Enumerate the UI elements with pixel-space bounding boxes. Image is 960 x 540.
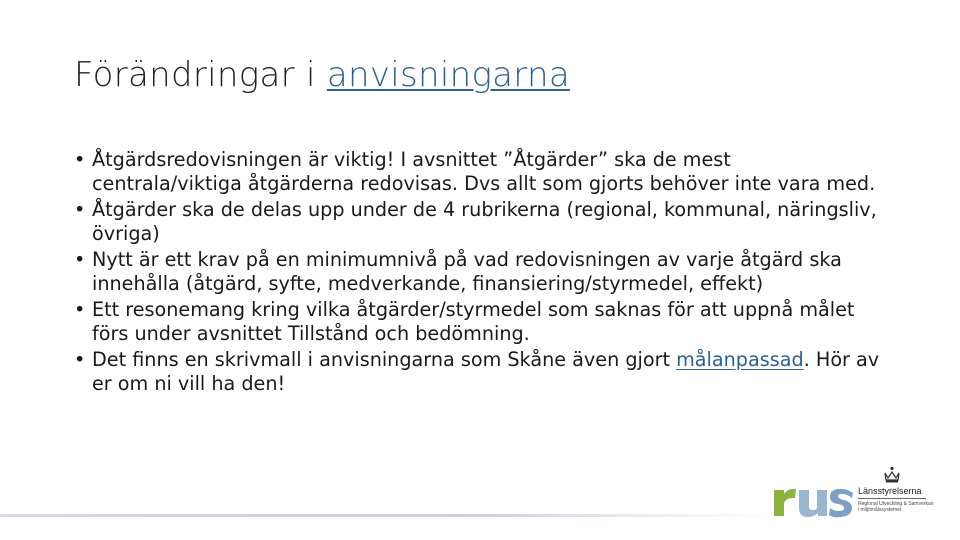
footer-divider	[0, 514, 770, 517]
bullet-item-4	[74, 298, 886, 346]
bullet-text-1: Åtgärdsredovisningen är viktig! I avsnittet ”Åtgärder” ska de mest centrala/viktiga åtgärderna redovisas. Dvs allt som gjorts behöver inte vara med.	[92, 148, 876, 195]
bullet-dot: •	[74, 248, 86, 271]
bullet-text-5-after: . Hör av er om ni vill ha den!	[92, 348, 880, 395]
logo-divider	[858, 498, 926, 499]
rus-lansstyrelserna-logo	[772, 466, 932, 522]
rus-wordmark-icon	[772, 476, 858, 518]
bullet-item-3	[74, 248, 886, 296]
bullet-text-2: Åtgärder ska de delas upp under de 4 rubrikerna (regional, kommunal, näringsliv, övriga)	[92, 198, 877, 245]
agency-subtitle-line2: i miljömålssystemet	[858, 507, 902, 513]
link-malanpassad[interactable]: målanpassad	[676, 348, 804, 371]
bullet-item-5	[74, 348, 886, 396]
agency-name: Länsstyrelserna	[858, 486, 922, 496]
bullet-item-2	[74, 198, 886, 246]
bullet-text-4: Ett resonemang kring vilka åtgärder/styrmedel som saknas för att uppnå målet förs under avsnittet Tillstånd och bedömning.	[92, 298, 855, 345]
crown-icon	[882, 466, 902, 484]
lansstyrelserna-block	[858, 466, 932, 522]
bullet-list	[74, 148, 886, 398]
agency-subtitle-line1: Regional Utveckling & Samverkan	[858, 501, 934, 507]
title-link-anvisningarna[interactable]: anvisningarna	[326, 55, 570, 95]
agency-subtitle	[858, 501, 934, 513]
bullet-dot: •	[74, 198, 86, 221]
title-text: Förändringar i	[74, 55, 327, 95]
bullet-dot: •	[74, 148, 86, 171]
slide-title	[74, 55, 570, 95]
bullet-text-5-before: Det finns en skrivmall i anvisningarna som Skåne även gjort	[92, 348, 677, 371]
bullet-dot: •	[74, 298, 86, 321]
bullet-text-3: Nytt är ett krav på en minimumnivå på vad redovisningen av varje åtgärd ska innehålla (åtgärd, syfte, medverkande, finansiering/styrmedel, effekt)	[92, 248, 842, 295]
bullet-dot: •	[74, 348, 86, 371]
bullet-item-1	[74, 148, 886, 196]
